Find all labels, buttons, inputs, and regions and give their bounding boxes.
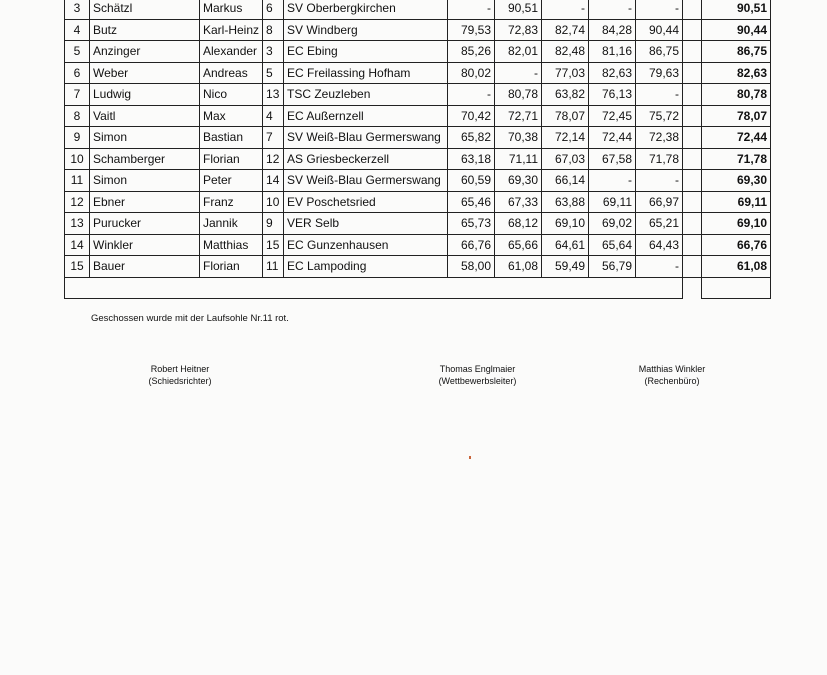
cell-best-score: 72,44 (702, 127, 771, 149)
table-row (65, 19, 771, 41)
cell-score-3: 82,74 (542, 19, 589, 41)
cell-score-4: 76,13 (589, 84, 636, 106)
cell-score-4: 69,11 (589, 191, 636, 213)
cell-last-name: Schamberger (90, 148, 200, 170)
cell-first-name: Florian (200, 256, 263, 278)
cell-start-number: 7 (263, 127, 284, 149)
cell-rank: 4 (65, 19, 90, 41)
cell-club: AS Griesbeckerzell (284, 148, 448, 170)
table-row (65, 127, 771, 149)
cell-score-4: - (589, 0, 636, 19)
frame-cell (90, 277, 200, 299)
cell-last-name: Purucker (90, 213, 200, 235)
cell-score-5: - (636, 256, 683, 278)
cell-score-3: 64,61 (542, 234, 589, 256)
table-row (65, 213, 771, 235)
cell-score-2: 82,01 (495, 41, 542, 63)
cell-start-number: 15 (263, 234, 284, 256)
frame-cell (636, 277, 683, 299)
frame-cell (448, 277, 495, 299)
cell-score-1: 65,82 (448, 127, 495, 149)
column-gap (683, 256, 702, 278)
cell-best-score: 82,63 (702, 62, 771, 84)
cell-score-2: 68,12 (495, 213, 542, 235)
cell-score-5: - (636, 170, 683, 192)
cell-club: VER Selb (284, 213, 448, 235)
table-row (65, 256, 771, 278)
cell-start-number: 5 (263, 62, 284, 84)
frame-cell (542, 277, 589, 299)
cell-rank: 10 (65, 148, 90, 170)
cell-club: TSC Zeuzleben (284, 84, 448, 106)
cell-score-5: 86,75 (636, 41, 683, 63)
table-row (65, 105, 771, 127)
cell-start-number: 8 (263, 19, 284, 41)
cell-score-1: 80,02 (448, 62, 495, 84)
cell-score-4: 67,58 (589, 148, 636, 170)
signature-competition-lead (420, 363, 535, 387)
table-row (65, 170, 771, 192)
cell-score-2: 69,30 (495, 170, 542, 192)
cell-first-name: Matthias (200, 234, 263, 256)
cell-score-4: 56,79 (589, 256, 636, 278)
column-gap (683, 41, 702, 63)
cell-first-name: Nico (200, 84, 263, 106)
cell-club: SV Weiß-Blau Germerswang (284, 127, 448, 149)
cell-best-score: 90,44 (702, 19, 771, 41)
cell-best-score: 66,76 (702, 234, 771, 256)
cell-score-1: 63,18 (448, 148, 495, 170)
cell-rank: 15 (65, 256, 90, 278)
cell-last-name: Simon (90, 170, 200, 192)
signature-name: Matthias Winkler (638, 364, 706, 374)
signature-role: (Rechenbüro) (644, 376, 700, 386)
cell-last-name: Butz (90, 19, 200, 41)
cell-score-2: 72,71 (495, 105, 542, 127)
frame-cell (284, 277, 448, 299)
cell-club: EC Freilassing Hofham (284, 62, 448, 84)
column-gap (683, 84, 702, 106)
cell-first-name: Franz (200, 191, 263, 213)
column-gap (683, 170, 702, 192)
cell-first-name: Markus (200, 0, 263, 19)
column-gap (683, 105, 702, 127)
table-row (65, 148, 771, 170)
cell-score-2: 72,83 (495, 19, 542, 41)
cell-first-name: Andreas (200, 62, 263, 84)
cell-best-score: 80,78 (702, 84, 771, 106)
cell-score-2: 90,51 (495, 0, 542, 19)
frame-cell (702, 277, 771, 299)
cell-best-score: 86,75 (702, 41, 771, 63)
cell-rank: 5 (65, 41, 90, 63)
cell-last-name: Bauer (90, 256, 200, 278)
column-gap (683, 148, 702, 170)
signature-name: Robert Heitner (150, 364, 210, 374)
cell-score-3: 72,14 (542, 127, 589, 149)
cell-score-2: 80,78 (495, 84, 542, 106)
results-table-body (65, 0, 771, 299)
cell-club: EV Poschetsried (284, 191, 448, 213)
frame-cell (263, 277, 284, 299)
cell-score-5: 71,78 (636, 148, 683, 170)
table-row (65, 41, 771, 63)
cell-first-name: Jannik (200, 213, 263, 235)
table-row (65, 84, 771, 106)
cell-score-1: - (448, 0, 495, 19)
cell-score-3: 66,14 (542, 170, 589, 192)
cell-score-2: 70,38 (495, 127, 542, 149)
cell-last-name: Anzinger (90, 41, 200, 63)
cell-score-1: 79,53 (448, 19, 495, 41)
cell-score-4: 72,44 (589, 127, 636, 149)
cell-score-4: 72,45 (589, 105, 636, 127)
cell-start-number: 3 (263, 41, 284, 63)
cell-start-number: 9 (263, 213, 284, 235)
column-gap (683, 127, 702, 149)
frame-cell (65, 277, 90, 299)
cell-score-5: 75,72 (636, 105, 683, 127)
cell-best-score: 69,30 (702, 170, 771, 192)
cell-first-name: Karl-Heinz (200, 19, 263, 41)
column-gap (683, 234, 702, 256)
cell-score-4: 84,28 (589, 19, 636, 41)
cell-score-5: 64,43 (636, 234, 683, 256)
cell-first-name: Peter (200, 170, 263, 192)
cell-start-number: 14 (263, 170, 284, 192)
signature-name: Thomas Englmaier (439, 364, 516, 374)
cell-score-3: 78,07 (542, 105, 589, 127)
table-row (65, 234, 771, 256)
cell-score-3: 82,48 (542, 41, 589, 63)
footnote: Geschossen wurde mit der Laufsohle Nr.11 rot. (91, 313, 289, 324)
frame-cell (495, 277, 542, 299)
cell-club: SV Windberg (284, 19, 448, 41)
cell-best-score: 78,07 (702, 105, 771, 127)
signature-role: (Schiedsrichter) (148, 376, 212, 386)
cell-score-4: 81,16 (589, 41, 636, 63)
column-gap (683, 191, 702, 213)
table-row (65, 62, 771, 84)
cell-first-name: Bastian (200, 127, 263, 149)
cell-last-name: Schätzl (90, 0, 200, 19)
cell-score-1: 60,59 (448, 170, 495, 192)
ink-speck (469, 456, 471, 459)
cell-score-4: 65,64 (589, 234, 636, 256)
column-gap (683, 19, 702, 41)
cell-score-2: 61,08 (495, 256, 542, 278)
frame-cell (683, 277, 702, 299)
column-gap (683, 213, 702, 235)
cell-best-score: 61,08 (702, 256, 771, 278)
cell-score-3: 59,49 (542, 256, 589, 278)
cell-score-3: 77,03 (542, 62, 589, 84)
cell-start-number: 6 (263, 0, 284, 19)
cell-score-1: 58,00 (448, 256, 495, 278)
cell-score-5: - (636, 0, 683, 19)
cell-start-number: 4 (263, 105, 284, 127)
cell-first-name: Alexander (200, 41, 263, 63)
cell-rank: 8 (65, 105, 90, 127)
cell-rank: 6 (65, 62, 90, 84)
cell-rank: 14 (65, 234, 90, 256)
cell-score-1: 66,76 (448, 234, 495, 256)
cell-best-score: 69,11 (702, 191, 771, 213)
cell-start-number: 10 (263, 191, 284, 213)
cell-best-score: 90,51 (702, 0, 771, 19)
table-row (65, 0, 771, 19)
cell-score-5: - (636, 84, 683, 106)
cell-score-5: 65,21 (636, 213, 683, 235)
cell-score-5: 90,44 (636, 19, 683, 41)
cell-score-1: 85,26 (448, 41, 495, 63)
column-gap (683, 0, 702, 19)
cell-rank: 9 (65, 127, 90, 149)
cell-first-name: Florian (200, 148, 263, 170)
table-bottom-frame (65, 277, 771, 299)
cell-start-number: 11 (263, 256, 284, 278)
cell-best-score: 69,10 (702, 213, 771, 235)
cell-last-name: Ludwig (90, 84, 200, 106)
signature-computing-office (622, 363, 722, 387)
cell-start-number: 12 (263, 148, 284, 170)
cell-score-4: 82,63 (589, 62, 636, 84)
cell-score-2: 71,11 (495, 148, 542, 170)
cell-score-4: - (589, 170, 636, 192)
cell-club: EC Lampoding (284, 256, 448, 278)
cell-score-2: 67,33 (495, 191, 542, 213)
cell-score-1: 65,73 (448, 213, 495, 235)
cell-score-3: - (542, 0, 589, 19)
cell-last-name: Simon (90, 127, 200, 149)
table-row (65, 191, 771, 213)
cell-score-1: - (448, 84, 495, 106)
cell-start-number: 13 (263, 84, 284, 106)
cell-last-name: Winkler (90, 234, 200, 256)
cell-club: EC Außernzell (284, 105, 448, 127)
cell-score-3: 69,10 (542, 213, 589, 235)
cell-club: SV Oberbergkirchen (284, 0, 448, 19)
signature-referee (130, 363, 230, 387)
cell-club: EC Ebing (284, 41, 448, 63)
cell-score-5: 66,97 (636, 191, 683, 213)
cell-score-3: 67,03 (542, 148, 589, 170)
cell-club: SV Weiß-Blau Germerswang (284, 170, 448, 192)
frame-cell (589, 277, 636, 299)
cell-score-5: 72,38 (636, 127, 683, 149)
cell-score-3: 63,88 (542, 191, 589, 213)
cell-last-name: Vaitl (90, 105, 200, 127)
cell-rank: 11 (65, 170, 90, 192)
cell-club: EC Gunzenhausen (284, 234, 448, 256)
cell-first-name: Max (200, 105, 263, 127)
cell-score-5: 79,63 (636, 62, 683, 84)
cell-best-score: 71,78 (702, 148, 771, 170)
cell-score-2: - (495, 62, 542, 84)
cell-rank: 12 (65, 191, 90, 213)
cell-last-name: Ebner (90, 191, 200, 213)
signature-role: (Wettbewerbsleiter) (438, 376, 517, 386)
frame-cell (200, 277, 263, 299)
column-gap (683, 62, 702, 84)
cell-rank: 13 (65, 213, 90, 235)
cell-rank: 7 (65, 84, 90, 106)
cell-score-2: 65,66 (495, 234, 542, 256)
cell-score-3: 63,82 (542, 84, 589, 106)
cell-last-name: Weber (90, 62, 200, 84)
cell-rank: 3 (65, 0, 90, 19)
cell-score-4: 69,02 (589, 213, 636, 235)
results-table (64, 0, 771, 299)
cell-score-1: 65,46 (448, 191, 495, 213)
cell-score-1: 70,42 (448, 105, 495, 127)
